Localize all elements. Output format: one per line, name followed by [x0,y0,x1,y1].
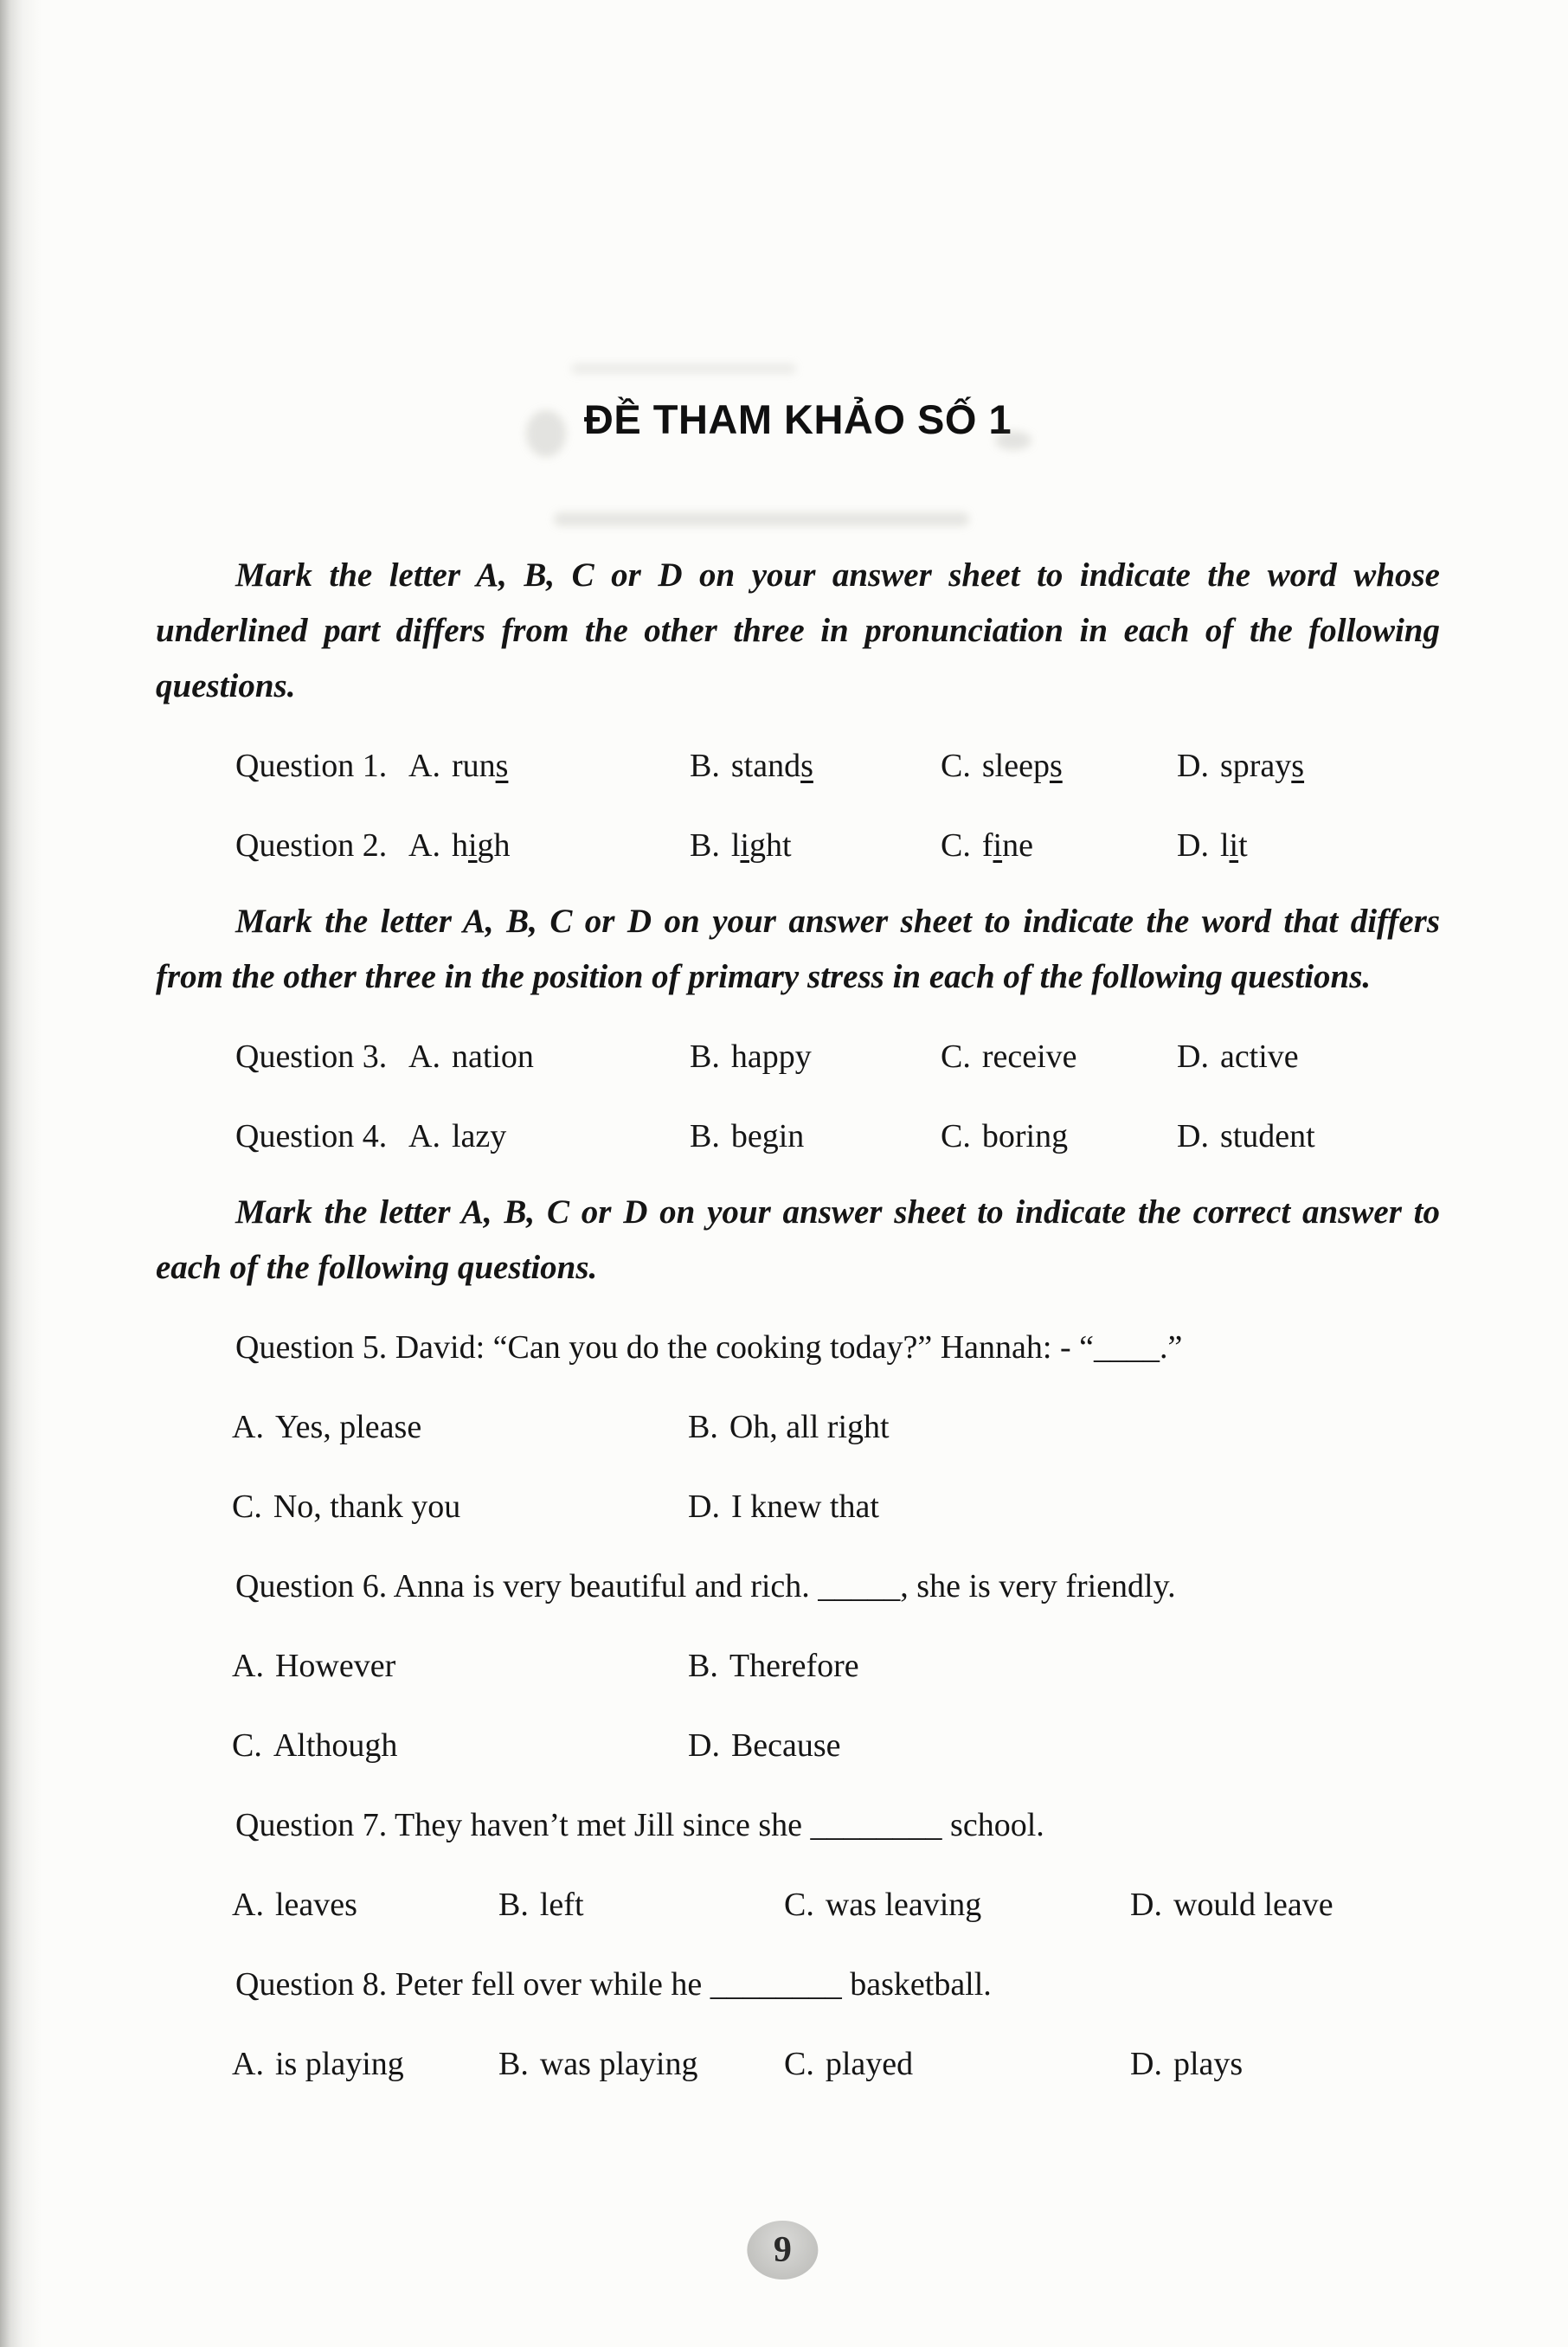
question-8-option-b [498,2036,784,2092]
question-1-option-c [941,738,1177,794]
question-5-option-d [688,1479,1440,1534]
option-letter: A. [232,1887,264,1923]
option-word [1220,748,1304,784]
question-6-options-row-1 [232,1638,1440,1694]
word-part: spray [1219,748,1292,784]
question-3-option-c [941,1029,1177,1084]
option-text: was leaving [825,1887,982,1923]
underlined-letter: i [993,827,1003,864]
question-4-option-b [690,1109,941,1164]
option-letter: A. [408,748,440,784]
option-letter: C. [941,1118,971,1154]
option-letter: A. [232,1648,264,1684]
section-stress [156,894,1440,1164]
question-2-number: Question 2. [235,827,388,864]
option-word [452,827,511,864]
option-letter: B. [690,1118,720,1154]
question-7-option-a [232,1877,498,1932]
question-6-option-b [688,1638,1440,1694]
option-letter: B. [498,1887,529,1923]
option-letter: C. [941,748,971,784]
word-part: ne [1002,827,1033,864]
word-part: ght [749,827,792,864]
option-letter: A. [408,827,440,864]
option-text: However [274,1648,396,1684]
scan-artifact [554,512,969,526]
option-word [982,748,1063,784]
option-text: I knew that [730,1489,879,1525]
option-text: Therefore [729,1648,859,1684]
word-part: f [981,827,993,864]
option-letter: C. [784,1887,814,1923]
option-text: happy [730,1038,812,1075]
question-6-option-c [232,1718,688,1773]
option-letter: C. [941,1038,971,1075]
option-letter: B. [690,827,720,864]
question-8-option-a [232,2036,498,2092]
question-2-option-b [690,818,941,873]
option-text: plays [1173,2046,1243,2082]
option-letter: A. [232,1409,264,1445]
underlined-letter: s [1049,748,1063,784]
question-6-option-a [232,1638,688,1694]
option-letter: A. [408,1118,440,1154]
option-letter: B. [688,1648,718,1684]
question-5-stem: Question 5. David: “Can you do the cooking today?” Hannah: - “____.” [235,1329,1183,1366]
question-4-number: Question 4. [235,1118,388,1154]
question-2-row [235,818,1440,873]
option-letter: C. [232,1727,262,1764]
question-8-option-c [784,2036,1130,2092]
option-letter: D. [688,1489,720,1525]
option-word [452,748,508,784]
question-1-option-d [1177,738,1440,794]
question-2-option-d [1177,818,1440,873]
option-text: No, thank you [273,1489,461,1525]
question-4-option-a [408,1109,690,1164]
underlined-letter: s [800,748,813,784]
question-6-option-d [688,1718,1440,1773]
underlined-letter: i [740,827,749,864]
option-text: boring [981,1118,1069,1154]
option-letter: D. [1177,1038,1209,1075]
option-letter: D. [688,1727,720,1764]
option-text: begin [730,1118,805,1154]
option-letter: A. [408,1038,440,1075]
question-2-option-c [941,818,1177,873]
word-part: l [1219,827,1230,864]
question-7-option-b [498,1877,784,1932]
option-text: leaves [274,1887,357,1923]
question-5-option-c [232,1479,688,1534]
option-letter: B. [688,1409,718,1445]
option-text: lazy [451,1118,507,1154]
option-letter: D. [1177,748,1209,784]
question-3-row [235,1029,1440,1084]
question-5-options-row-1 [232,1399,1440,1455]
underlined-letter: s [495,748,509,784]
section-pronunciation [156,548,1440,873]
question-5-options-row-2 [232,1479,1440,1534]
question-8-stem: Question 8. Peter fell over while he ________ basketball. [235,1966,992,2003]
option-letter: C. [941,827,971,864]
question-4-option-c [941,1109,1177,1164]
question-1-option-a [408,738,690,794]
underlined-letter: i [467,827,478,864]
option-letter: A. [232,2046,264,2082]
question-6-options-row-2 [232,1718,1440,1773]
word-part: sleep [981,748,1050,784]
question-7-option-c [784,1877,1130,1932]
option-text: Yes, please [274,1409,422,1445]
underlined-letter: i [1229,827,1239,864]
word-part: gh [477,827,511,864]
question-1-number: Question 1. [235,748,388,784]
underlined-letter: s [1291,748,1305,784]
question-3-number: Question 3. [235,1038,388,1075]
question-5-option-a [232,1399,688,1455]
option-word [731,748,813,784]
page-title: ĐỀ THAM KHẢO SỐ 1 [583,396,1012,442]
option-word [982,827,1033,864]
question-1-row [235,738,1440,794]
option-text: is playing [274,2046,404,2082]
word-part: h [451,827,468,864]
word-part: stand [730,748,801,784]
option-letter: C. [232,1489,262,1525]
word-part: l [730,827,741,864]
question-8-options-row [232,2036,1440,2092]
option-letter: B. [690,1038,720,1075]
question-4-option-d [1177,1109,1440,1164]
option-text: active [1219,1038,1299,1075]
option-text: would leave [1173,1887,1333,1923]
question-2-option-a [408,818,690,873]
word-part: run [451,748,496,784]
question-7-option-d [1130,1877,1440,1932]
question-1-option-b [690,738,941,794]
option-letter: D. [1177,827,1209,864]
option-text: nation [451,1038,534,1075]
option-text: Although [273,1727,398,1764]
question-7-stem: Question 7. They haven’t met Jill since she ________ school. [235,1807,1044,1843]
option-text: Oh, all right [729,1409,890,1445]
question-3-option-a [408,1029,690,1084]
option-word [731,827,792,864]
question-5-option-b [688,1399,1440,1455]
option-letter: C. [784,2046,814,2082]
option-letter: B. [498,2046,529,2082]
scan-artifact [571,363,796,374]
scan-edge-shading [0,0,42,2347]
option-letter: D. [1130,2046,1162,2082]
question-8-option-d [1130,2036,1440,2092]
option-letter: B. [690,748,720,784]
question-6-stem: Question 6. Anna is very beautiful and rich. _____, she is very friendly. [235,1568,1176,1604]
instruction-stress: Mark the letter A, B, C or D on your answer sheet to indicate the word that differs from the other three in the position of primary stress in each of the following questions. [156,903,1440,995]
question-4-row [235,1109,1440,1164]
word-part: t [1238,827,1248,864]
question-3-option-b [690,1029,941,1084]
question-7-options-row [232,1877,1440,1932]
option-text: was playing [539,2046,698,2082]
option-text: played [825,2046,914,2082]
option-word [1220,827,1248,864]
option-text: student [1219,1118,1315,1154]
question-3-option-d [1177,1029,1440,1084]
option-letter: D. [1130,1887,1162,1923]
instruction-pronunciation: Mark the letter A, B, C or D on your answer sheet to indicate the word whose underlined part differs from the other three in pronunciation in each of the following questions. [156,556,1440,704]
option-text: receive [981,1038,1077,1075]
instruction-correct-answer: Mark the letter A, B, C or D on your answer sheet to indicate the correct answer to each of the following questions. [156,1193,1440,1286]
page-number: 9 [773,2230,792,2270]
option-text: Because [730,1727,841,1764]
section-grammar [156,1185,1440,2092]
page-number-badge [747,2221,818,2279]
option-letter: D. [1177,1118,1209,1154]
option-text: left [539,1887,584,1923]
